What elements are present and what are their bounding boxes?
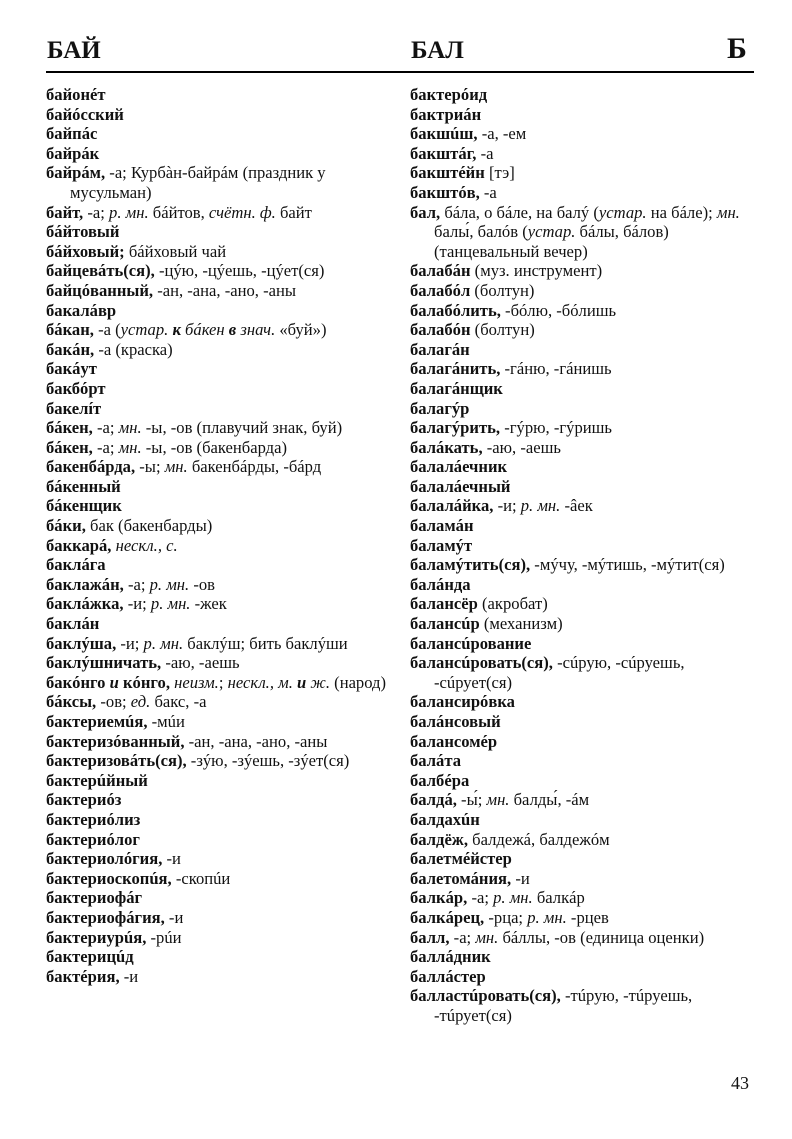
headword: бáксы, (46, 692, 97, 712)
headword: бактериóз (46, 790, 122, 810)
dictionary-entry (46, 477, 396, 497)
dictionary-entry (46, 242, 396, 262)
dictionary-entry (410, 575, 760, 595)
entry-label: нескл., с. (115, 535, 178, 555)
headword: бактериоскопúя, (46, 868, 172, 888)
dictionary-entry (410, 653, 760, 692)
entry-text: -и; (123, 594, 151, 614)
entry-text: бáла, о бáле, на балý ( (440, 202, 599, 222)
entry-label: кóнго, (122, 672, 170, 692)
headword: балансёр (410, 594, 478, 614)
dictionary-entry (46, 203, 396, 223)
entry-text: -ан, -ана, -ано, -аны (184, 731, 328, 751)
dictionary-entry (46, 634, 396, 654)
headword: бакштáг, (410, 143, 477, 163)
headword: балáта (410, 751, 461, 771)
dictionary-entry (46, 379, 396, 399)
dictionary-entry (46, 438, 396, 458)
dictionary-entry (46, 124, 396, 144)
headword: бактриáн (410, 104, 482, 124)
headword: баллáдник (410, 947, 491, 967)
dictionary-entry (410, 163, 760, 183)
dictionary-entry (410, 634, 760, 654)
dictionary-entry (46, 261, 396, 281)
entry-label: нескл., м. (227, 672, 293, 692)
headword: бактериóлиз (46, 809, 141, 829)
dictionary-entry (410, 712, 760, 732)
dictionary-entry (410, 340, 760, 360)
entry-text: бáйтов, (148, 202, 209, 222)
dictionary-entry (410, 124, 760, 144)
headword: балетомáния, (410, 868, 512, 888)
entry-label: р. мн. (493, 888, 533, 908)
dictionary-entry (46, 732, 396, 752)
dictionary-entry (46, 516, 396, 536)
entry-label: устар. (120, 320, 169, 340)
headword: байонéт (46, 85, 106, 104)
dictionary-entry (46, 359, 396, 379)
entry-text: бак (бакенбарды) (85, 516, 213, 536)
dictionary-entry (410, 555, 760, 575)
headword: балабóн (410, 320, 471, 340)
page-number: 43 (731, 1073, 749, 1093)
entry-text: бáллы, -ов (единица оценки) (498, 927, 705, 947)
entry-text: -скопúи (171, 868, 231, 888)
headword: балабóлить, (410, 300, 501, 320)
dictionary-entry (410, 908, 760, 928)
right-column (410, 85, 760, 1026)
headword: балагýр (410, 398, 470, 418)
dictionary-entry (46, 771, 396, 791)
headword: бакбóрт (46, 378, 106, 398)
entry-text: балы́, балóв ( (434, 222, 528, 242)
dictionary-entry (46, 457, 396, 477)
entry-text: -тúрую, -тúруешь, -тúрует(ся) (434, 986, 693, 1025)
entry-text: -а (краска) (94, 339, 173, 359)
entry-text: «буй») (275, 320, 327, 340)
entry-text: -и (164, 907, 184, 927)
headword: бакшúш, (410, 124, 478, 144)
headword: балластúровать(ся), (410, 986, 561, 1006)
dictionary-entry (410, 516, 760, 536)
entry-label: р. мн. (520, 496, 561, 516)
entry-label: и (109, 672, 119, 692)
left-column (46, 85, 396, 986)
headword: баклáн (46, 614, 100, 634)
entry-text: -ы, -ов (плавучий знак, буй) (141, 418, 343, 438)
entry-text: (муз. инструмент) (470, 261, 603, 281)
headword: балалáечник (410, 457, 508, 477)
dictionary-entry (46, 555, 396, 575)
headword: бакалáвр (46, 300, 117, 320)
dictionary-entry (46, 614, 396, 634)
dictionary-entry (46, 575, 396, 595)
dictionary-entry (46, 281, 396, 301)
headword: балкáр, (410, 888, 468, 908)
headword: балетмéйстер (410, 849, 512, 869)
dictionary-entry (46, 594, 396, 614)
headword: баклýша, (46, 633, 117, 653)
entry-label: мн. (486, 790, 510, 810)
dictionary-entry (46, 908, 396, 928)
dictionary-entry (410, 947, 760, 967)
dictionary-entry (410, 751, 760, 771)
dictionary-entry (410, 379, 760, 399)
dictionary-entry (46, 418, 396, 438)
headword: балáнда (410, 574, 471, 594)
entry-text: байт (275, 202, 312, 222)
headword: байцевáть(ся), (46, 261, 155, 281)
entry-text: -аю, -аешь (161, 653, 240, 673)
headword: бáкен, (46, 437, 93, 457)
entry-text: -и; (493, 496, 521, 516)
entry-label: мн. (118, 437, 142, 457)
headword: бактериурúя, (46, 927, 147, 947)
dictionary-entry (46, 849, 396, 869)
entry-text: -бóлю, -бóлишь (500, 300, 617, 320)
headword: балл, (410, 927, 450, 947)
dictionary-entry (46, 144, 396, 164)
entry-text: -ов (189, 574, 216, 594)
dictionary-entry (46, 790, 396, 810)
headword: балкáрец, (410, 907, 485, 927)
headword: балалáечный (410, 476, 511, 496)
dictionary-entry (410, 849, 760, 869)
dictionary-entry (46, 399, 396, 419)
dictionary-entry (410, 183, 760, 203)
dictionary-entry (46, 222, 396, 242)
entry-text: бáлы, бáлов) (танцевальный вечер) (434, 222, 669, 261)
headword: бактéрия, (46, 966, 120, 986)
dictionary-entry (46, 340, 396, 360)
entry-text: (механизм) (479, 614, 563, 634)
headword: баклажáн, (46, 574, 124, 594)
entry-label: ед. (130, 692, 151, 712)
entry-text: -рцев (566, 907, 609, 927)
headword: бакенбáрда, (46, 457, 136, 477)
headword: баклáга (46, 555, 106, 575)
entry-text: на бáле); (646, 202, 717, 222)
entry-text: бакс, -а (150, 692, 207, 712)
headword: балдёж, (410, 829, 468, 849)
headword: балансúрование (410, 633, 532, 653)
headword: баламýт (410, 535, 473, 555)
entry-label: мн. (475, 927, 499, 947)
entry-text: -рúи (146, 927, 182, 947)
dictionary-entry (46, 85, 396, 105)
entry-text: -зýю, -зýешь, -зýет(ся) (186, 751, 350, 771)
dictionary-entry (410, 496, 760, 516)
entry-text: -цýю, -цýешь, -цýет(ся) (154, 261, 325, 281)
headword: бáйховый; (46, 241, 125, 261)
dictionary-entry (410, 830, 760, 850)
dictionary-entry (410, 457, 760, 477)
dictionary-entry (410, 203, 760, 262)
headword: балдá, (410, 790, 457, 810)
headword: бакáн, (46, 339, 95, 359)
entry-text: [тэ] (484, 163, 515, 183)
dictionary-entry (410, 105, 760, 125)
headword: бактериóлог (46, 829, 140, 849)
dictionary-entry (410, 771, 760, 791)
headword: бактеризовáть(ся), (46, 751, 187, 771)
headword: балагýрить, (410, 418, 501, 438)
dictionary-entry (46, 496, 396, 516)
entry-label: устар. (598, 202, 647, 222)
dictionary-entry (46, 536, 396, 556)
headword: балáнсовый (410, 712, 501, 731)
dictionary-entry (46, 751, 396, 771)
running-head-center: БАЛ (411, 37, 464, 64)
headword: бакштóв, (410, 182, 480, 202)
dictionary-entry (46, 967, 396, 987)
dictionary-entry (46, 869, 396, 889)
entry-text: (народ) (330, 672, 387, 692)
headword: балдахúн (410, 809, 480, 829)
headword: байрáм, (46, 163, 106, 183)
entry-text: -а; (92, 418, 119, 438)
dictionary-entry (410, 928, 760, 948)
entry-text: -рца; (484, 907, 528, 927)
headword: байрáк (46, 143, 100, 163)
entry-text: ; (218, 672, 228, 692)
entry-text: (акробат) (477, 594, 548, 614)
section-letter: Б (727, 32, 747, 65)
headword: баллáстер (410, 966, 486, 986)
headword: бактериолóгия, (46, 849, 163, 869)
dictionary-entry (410, 477, 760, 497)
headword: бактериофáгия, (46, 907, 165, 927)
entry-text: -ы; (135, 457, 165, 477)
dictionary-entry (410, 732, 760, 752)
headword: бал, (410, 202, 441, 222)
headword: баклýшничать, (46, 653, 162, 673)
dictionary-entry (410, 692, 760, 712)
entry-label: счётн. ф. (208, 202, 276, 222)
headword: баламáн (410, 516, 474, 536)
dictionary-entry (46, 928, 396, 948)
dictionary-entry (46, 888, 396, 908)
dictionary-entry (410, 869, 760, 889)
entry-label: мн. (118, 418, 142, 438)
entry-text: баклýш; бить баклýши (183, 633, 348, 653)
entry-label: р. мн. (150, 594, 191, 614)
entry-text: -âек (560, 496, 593, 516)
headword: балабáн (410, 261, 471, 281)
headword: байóсский (46, 104, 124, 124)
entry-label: ж. (310, 672, 331, 692)
headword: баккарá, (46, 535, 112, 555)
headword: бакáут (46, 359, 97, 379)
entry-text: бакенбáрды, -бáрд (187, 457, 322, 477)
dictionary-entry (46, 301, 396, 321)
entry-label: устар. (527, 222, 576, 242)
headword: балбéра (410, 770, 470, 790)
dictionary-entry (410, 399, 760, 419)
entry-label: и (297, 672, 307, 692)
entry-text: -а (476, 143, 494, 163)
dictionary-entry (410, 144, 760, 164)
dictionary-entry (410, 359, 760, 379)
entry-text: -ан, -ана, -ано, -аны (153, 280, 296, 300)
headword: балансúровать(ся), (410, 653, 553, 673)
entry-text: -и (511, 868, 530, 888)
dictionary-entry (46, 830, 396, 850)
headword: бактериофáг (46, 888, 143, 908)
headword: бáкенщик (46, 496, 122, 516)
headword: бáкан, (46, 320, 94, 340)
dictionary-entry (410, 281, 760, 301)
dictionary-entry (410, 301, 760, 321)
headword: баламýтить(ся), (410, 555, 531, 575)
headword: балагáнщик (410, 378, 503, 398)
dictionary-entry (410, 810, 760, 830)
headword: балансирóвка (410, 692, 515, 712)
headword: бáки, (46, 516, 86, 536)
entry-text: -ы́; (456, 790, 487, 810)
dictionary-entry (46, 692, 396, 712)
dictionary-entry (410, 967, 760, 987)
headword: балагáнить, (410, 359, 501, 379)
dictionary-entry (410, 418, 760, 438)
entry-text: -и (119, 966, 139, 986)
entry-label: в (228, 320, 237, 340)
dictionary-entry (46, 947, 396, 967)
entry-text: -сúрую, -сúруешь, -сúрует(ся) (434, 653, 685, 692)
headword: баклáжка, (46, 594, 124, 614)
dictionary-entry (46, 810, 396, 830)
entry-text: -гáню, -гáнишь (500, 359, 612, 379)
headword: бакштéйн (410, 163, 485, 183)
headword: байцóванный, (46, 280, 154, 300)
dictionary-entry (46, 653, 396, 673)
dictionary-entry (410, 614, 760, 634)
headword: балáкать, (410, 437, 483, 457)
entry-text: -а; Курбàн-байрáм (праздник у мусульман) (70, 163, 326, 202)
dictionary-entry (46, 105, 396, 125)
entry-text: бáйховый чай (124, 241, 227, 261)
headword: бакелíт (46, 398, 102, 418)
entry-text: балкáр (532, 888, 585, 908)
entry-text: -а; (467, 888, 494, 908)
entry-text: -гýрю, -гýришь (500, 418, 612, 438)
headword: балабóл (410, 280, 471, 300)
headword: балалáйка, (410, 496, 494, 516)
entry-label: р. мн. (109, 202, 149, 222)
entry-text: -а; (92, 437, 119, 457)
headword: балагáн (410, 339, 470, 359)
dictionary-entry (410, 320, 760, 340)
entry-label: знач. (240, 320, 276, 340)
dictionary-entry (46, 320, 396, 340)
entry-text: -аю, -аешь (482, 437, 561, 457)
dictionary-entry (46, 163, 396, 202)
headword: бактерóид (410, 85, 488, 104)
headword: бактериемúя, (46, 712, 148, 731)
dictionary-entry (46, 712, 396, 732)
entry-text: -ов; (96, 692, 131, 712)
entry-text: балды́, -áм (509, 790, 590, 810)
entry-label: мн. (716, 202, 740, 222)
entry-text: -мúи (147, 712, 185, 731)
entry-text: -а; (123, 574, 150, 594)
headword: байт, (46, 202, 84, 222)
entry-label: р. мн. (149, 574, 190, 594)
dictionary-entry (410, 986, 760, 1025)
headword: балансомéр (410, 731, 498, 751)
entry-text: -ы, -ов (бакенбарда) (141, 437, 287, 457)
entry-text: -а (479, 182, 497, 202)
entry-text: балдежá, балдежóм (468, 829, 610, 849)
entry-label: к (172, 320, 181, 340)
headword: бáкенный (46, 476, 121, 496)
dictionary-entry (410, 790, 760, 810)
entry-text: -и; (116, 633, 144, 653)
entry-text: -жек (190, 594, 227, 614)
entry-label: мн. (164, 457, 188, 477)
headword: байпáс (46, 124, 98, 144)
entry-text: -мýчу, -мýтишь, -мýтит(ся) (530, 555, 725, 575)
entry-text: -а, -ем (477, 124, 527, 144)
dictionary-entry (410, 536, 760, 556)
entry-text: -а; (83, 202, 110, 222)
dictionary-entry (410, 594, 760, 614)
dictionary-entry (410, 888, 760, 908)
entry-text: -а; (449, 927, 476, 947)
dictionary-entry (410, 261, 760, 281)
entry-text: (болтун) (470, 280, 535, 300)
dictionary-entry (410, 438, 760, 458)
entry-text: (болтун) (470, 320, 535, 340)
entry-label: неизм. (174, 672, 219, 692)
entry-label: р. мн. (527, 907, 567, 927)
header-rule (46, 71, 754, 73)
headword: бáйтовый (46, 222, 120, 242)
headword: бакóнго (46, 672, 106, 692)
headword: бактерицúд (46, 947, 134, 967)
entry-label: бáкен (185, 320, 225, 340)
dictionary-entry (410, 85, 760, 105)
headword: бактеризóванный, (46, 731, 185, 751)
headword: бáкен, (46, 418, 93, 438)
headword: бактерúйный (46, 770, 148, 790)
headword: балансúр (410, 614, 480, 634)
dictionary-entry (46, 673, 396, 693)
entry-text: -а ( (93, 320, 121, 340)
running-head-left: БАЙ (47, 37, 101, 64)
entry-label: р. мн. (143, 633, 184, 653)
entry-text: -и (162, 849, 181, 869)
